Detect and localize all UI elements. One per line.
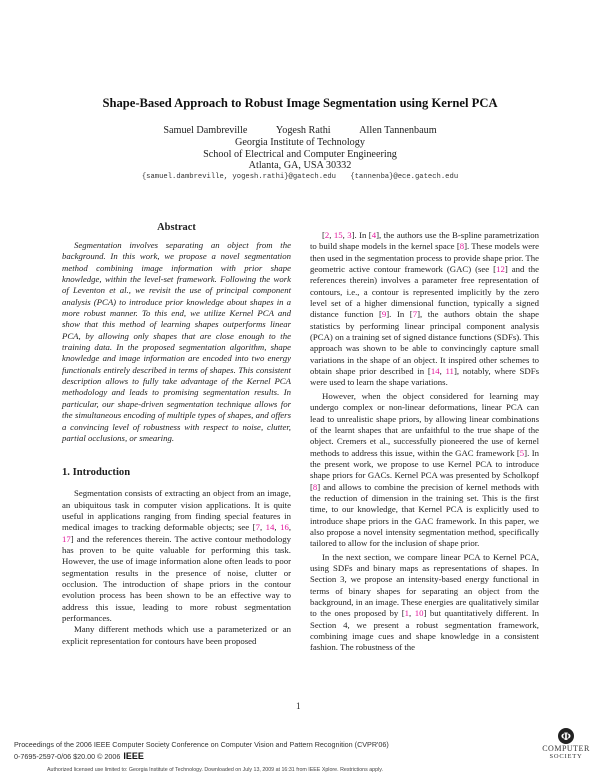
email: {tannenba}@ece.gatech.edu [350,173,459,181]
text-run: Segmentation consists of extracting an object from an image, an ubiquitous task in computer vision applications. It is quite useful in applications ranging from finding special features in medical images to tracking deformable objects; see [ [62,488,291,533]
citation-link[interactable]: 8 [459,241,465,252]
text-run: [ [322,230,325,240]
text-run: In the next section, we compare linear PCA to Kernel PCA, using SDFs and binary maps as representations of shapes. In Section 3, we propose an intensity-based energy functional in terms of binary shapes for separating an object from the background, in an image. These energies are qualitatively similar to the ones proposed by [ [310,551,539,619]
text-run: ], notably, where SDFs were used to learn the shape variations. [310,366,539,388]
citation-link[interactable]: 5 [519,447,525,458]
text-run: ]. These models were then used in the segmentation process to provide shape prior. The geometric active contour framework (GAC) (see [ [310,241,539,275]
citation-link[interactable]: 12 [496,264,505,275]
text-run: , [274,522,281,533]
text-run: ], the authors use the B-spline parametrization to build shape models in the kernel space [ [310,230,539,252]
computer-society-logo [536,728,596,760]
introduction-heading: 1. Introduction [62,467,131,479]
citation-link[interactable]: 14 [265,522,275,533]
citation-link[interactable]: 14 [430,366,440,377]
ieee-logo: IEEE [123,751,144,761]
citation-link[interactable]: 15 [333,230,343,240]
citation-link[interactable]: 8 [312,481,318,492]
paragraph [62,240,291,444]
isbn-text: 0-7695-2597-0/06 $20.00 © 2006 [14,752,121,761]
affiliation-line: School of Electrical and Computer Engineering [203,148,397,160]
abstract-body [62,240,291,444]
introduction-right-column [310,230,539,654]
paragraph [310,552,539,654]
email: {samuel.dambreville, yogesh.rathi}@gatech.edu [141,173,336,181]
text-run: ] and allows to combine the precision of kernel methods with the reduction of dimension in the training set. This is the first time, to our knowledge, that Kernel PCA is explicitly used to introduce shape priors in the GAC framework. In this paper, we also propose a novel intensity segmentation method, specifically tailored to allow for the inclusion of shape prior. [310,481,539,549]
text-run: ] but quantitatively different. In Section 4, we present a robust segmentation framework, combining image cues and shape knowledge in a consistent fashion. The robustness of the [310,608,539,653]
affiliation-line: Georgia Institute of Technology [235,136,365,148]
text-run: , [439,366,446,377]
paragraph [310,230,539,389]
author-name: Yogesh Rathi [275,125,331,136]
paragraph [62,624,291,647]
author-emails [0,173,600,182]
citation-link[interactable]: 16 [280,522,289,533]
affiliation-line: Atlanta, GA, USA 30332 [248,160,352,172]
text-run: , [329,230,334,240]
author-name: Samuel Dambreville [163,125,248,136]
text-run: However, when the object considered for learning may undergo complex or non-linear deformations, linear PCA can lead to unrealistic shape priors, by allowing linear combinations of the learnt shapes that are unfaithful to the true shape of the object. Cremers et al., successfully pioneered the use of kernel methods to address this issue, within the GAC framework [ [310,390,539,458]
footer-license: Authorized licensed use limited to: Georgia Institute of Technology. Downloaded on July 13, 2009 at 16:31 from IEEE Xplore. Restrictions apply. [47,767,383,773]
text-run: , [259,522,266,533]
text-run: , [409,608,415,619]
citation-link[interactable]: 4 [371,230,377,240]
text-run: ] and the references therein. The active contour methodology has proven to be quite valuable for performing this task. However, the use of image information alone often leads to poor segmentation results in the presence of noise, clutter or occlusion. The introduction of shape priors in the contour evolution process has been shown to be an effective way to address this issue, leading to more robust segmentation performances. [62,533,291,623]
text-run: ] and the references therein) involves a parameter free representation of contours, i.e., a contour is represented implicitly by the zero level set of a higher dimensional function, typically a signed distance function [ [310,264,539,320]
text-run: , [288,522,291,533]
text-run: , [342,230,348,240]
citation-link[interactable]: 7 [255,522,260,533]
footer-isbn [14,751,144,762]
text-run: Many different methods which use a parameterized or an explicit representation for contours have been proposed [62,624,291,646]
computer-society-emblem-icon: Φ [558,728,574,744]
paragraph [310,391,539,550]
text-run: ], the authors obtain the shape statistics by performing linear principal component analysis (PCA) on a training set of signed distance functions (SDFs). This approach was shown to be able to convincingly capture small variations in the shape of an object. It inspired other schemes to obtain shape prior described in [ [310,309,539,377]
citation-link[interactable]: 2 [324,230,330,240]
page-number: 1 [296,701,301,711]
left-column [62,221,291,647]
logo-text: SOCIETY [549,753,583,760]
author-block [0,125,600,172]
citation-link[interactable]: 7 [412,309,418,320]
footer-proceedings: Proceedings of the 2006 IEEE Computer Society Conference on Computer Vision and Pattern Recognition (CVPR'06) [14,740,389,749]
text-run: Segmentation involves separating an object from the background. In this work, we propose a novel segmentation method combining image information with prior shape knowledge, within the level-set framework. Following the work of Leventon et al., we revisit the use of principal component analysis (PCA) to introduce prior knowledge about shapes in a more robust manner. To this end, we utilize Kernel PCA and show that this method of learning shapes outperforms linear PCA, by allowing only shapes that are close enough to the training data. In the proposed segmentation algorithm, shape knowledge and image information are encoded into two energy functionals entirely described in terms of shapes. This consistent description allows to fully take advantage of the Kernel PCA methodology and leads to promising segmentation results. In particular, our shape-driven segmentation technique allows for the simultaneous encoding of multiple types of shapes, and offers a convincing level of robustness with respect to noise, clutter, partial occlusions, or smearing. [62,240,291,443]
text-run: ]. In [ [351,230,372,240]
introduction-left-column [62,488,291,647]
paper-title: Shape-Based Approach to Robust Image Segmentation using Kernel PCA [102,96,498,110]
citation-link[interactable]: 1 [404,608,410,619]
text-run: ]. In [ [386,309,413,320]
text-run: ]. In the present work, we propose to use Kernel PCA to introduce shape priors for GACs. Kernel PCA was presented by Scholkopf [ [310,447,539,492]
citation-link[interactable]: 10 [414,608,424,619]
citation-link[interactable]: 11 [445,366,454,377]
citation-link[interactable]: 9 [381,309,387,320]
author-name: Allen Tannenbaum [359,125,437,136]
paragraph [62,488,291,624]
logo-text: COMPUTER [542,744,590,753]
citation-link[interactable]: 17 [62,533,71,544]
abstract-heading: Abstract [157,222,196,233]
author-names [0,125,600,137]
citation-link[interactable]: 3 [347,230,352,240]
